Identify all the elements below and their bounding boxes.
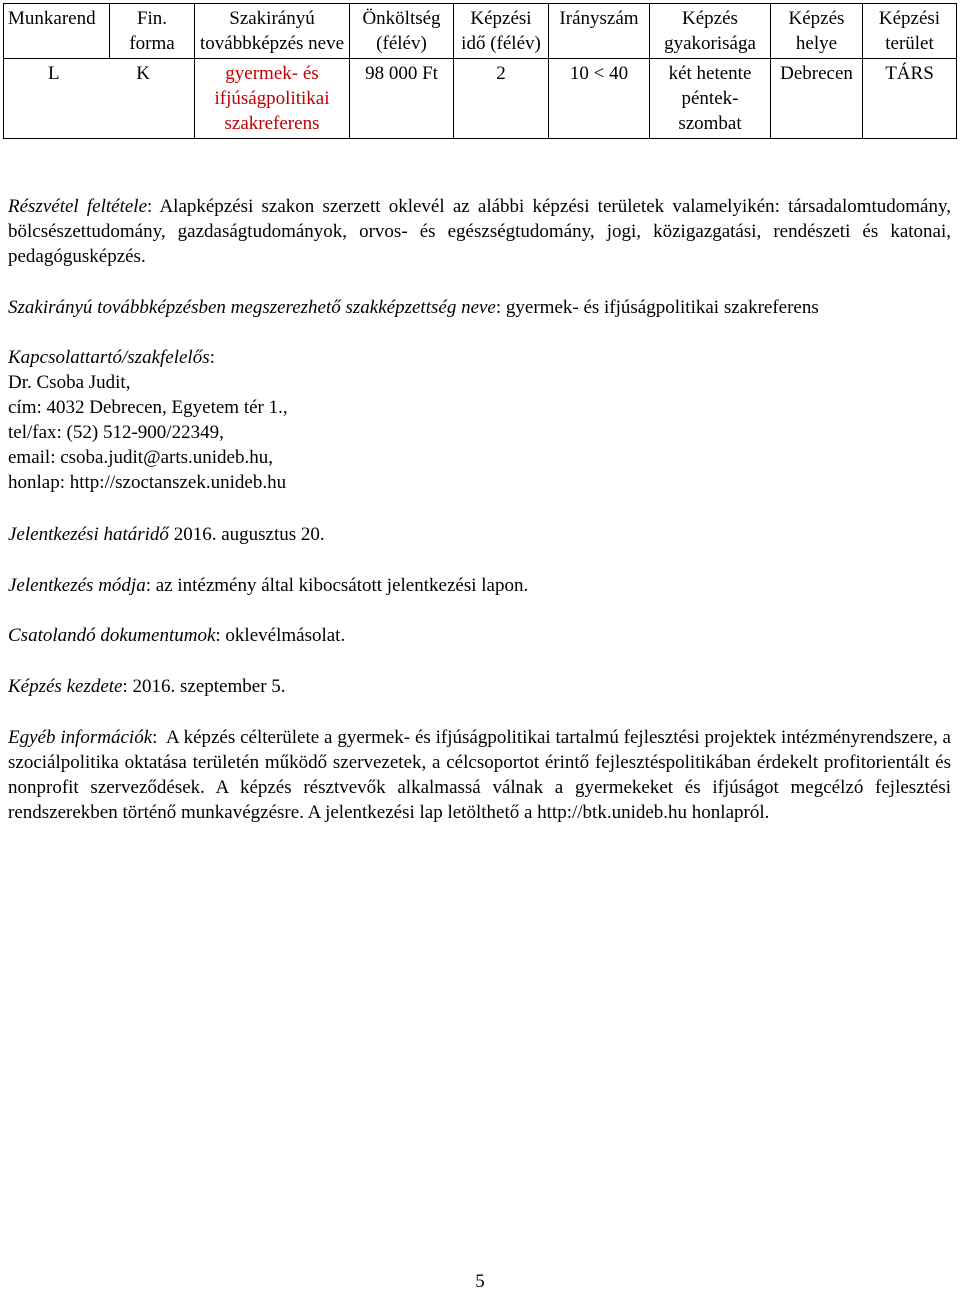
header-iranyszam: Irányszám: [549, 4, 650, 59]
contact-name: Dr. Csoba Judit,: [8, 372, 131, 393]
cell-fin-forma: K: [136, 63, 150, 84]
contact-web: honlap: http://szoctanszek.unideb.hu: [8, 472, 287, 493]
kezdete-text: : 2016. szeptember 5.: [122, 676, 286, 697]
kapcsolattarto-heading: [8, 345, 951, 370]
contact-email: email: csoba.judit@arts.unideb.hu,: [8, 447, 273, 468]
table-data-row: [4, 59, 957, 139]
szakkepzettseg-paragraph: [8, 295, 951, 320]
modja-label: Jelentkezés módja: [8, 575, 146, 596]
dokumentumok-text: : oklevélmásolat.: [215, 625, 346, 646]
contact-address: cím: 4032 Debrecen, Egyetem tér 1.,: [8, 397, 288, 418]
header-kepzesi-ido: Képzési idő (félév): [454, 4, 549, 59]
header-onkoltseg: Önköltség (félév): [350, 4, 454, 59]
header-munkarend: Munkarend: [4, 4, 110, 59]
reszvetel-text: : Alapképzési szakon szerzett oklevél az alábbi képzési területek valamelyikén: társadalomtudomány, bölcsészettudomány, gazdaságtudományok, orvos- és egészségtudomány, jogi, közigazgatási, rendészeti és katonai, pedagógusképzés.: [8, 196, 952, 267]
reszvetel-label: Részvétel feltétele: [8, 196, 148, 217]
header-terulet: Képzési terület: [863, 4, 957, 59]
kapcsolattarto-label: Kapcsolattartó/szakfelelős: [8, 347, 210, 368]
kezdete-paragraph: [8, 674, 951, 699]
egyeb-label: Egyéb információk: [8, 727, 153, 748]
cell-onkoltseg: 98 000 Ft: [350, 59, 454, 139]
header-szakiranyu-neve: Szakirányú továbbképzés neve: [195, 4, 350, 59]
course-table: [3, 3, 957, 139]
hatarido-label: Jelentkezési határidő: [8, 524, 169, 545]
page-number: 5: [475, 1271, 485, 1292]
cell-munkarend: L: [48, 63, 60, 84]
table-header-row: [4, 4, 957, 59]
header-helye: Képzés helye: [771, 4, 863, 59]
kezdete-label: Képzés kezdete: [8, 676, 123, 697]
dokumentumok-label: Csatolandó dokumentumok: [8, 625, 216, 646]
cell-terulet: TÁRS: [863, 59, 957, 139]
cell-szakiranyu-neve: gyermek- és ifjúságpolitikai szakreferens: [195, 59, 350, 139]
kapcsolattarto-block: [8, 345, 951, 495]
cell-kepzesi-ido: 2: [454, 59, 549, 139]
header-fin-forma: Fin. forma: [110, 4, 195, 59]
hatarido-text: 2016. augusztus 20.: [168, 524, 325, 545]
egyeb-text: : A képzés célterülete a gyermek- és ifjúságpolitikai tartalmú fejlesztési projektek intézményrendszere, a szociálpolitika oktatása területén működő szervezetek, a célcsoportot érintő fejlesztéspolitikában érdekelt profitorientált és nonprofit szerveződések. A képzés résztvevők alkalmassá válnak a gyermekeket és ifjúságot megcélzó fejlesztési rendszerekben történő munkavégzésre. A jelentkezési lap letölthető a http://btk.unideb.hu honlapról.: [8, 727, 956, 823]
header-gyakorisag: Képzés gyakorisága: [650, 4, 771, 59]
cell-iranyszam: 10 < 40: [549, 59, 650, 139]
cell-gyakorisag: két hetente péntek-szombat: [650, 59, 771, 139]
reszvetel-paragraph: [8, 194, 951, 269]
modja-text: : az intézmény által kibocsátott jelentkezési lapon.: [145, 575, 529, 596]
contact-phone: tel/fax: (52) 512-900/22349,: [8, 422, 224, 443]
hatarido-paragraph: [8, 522, 951, 547]
modja-paragraph: [8, 573, 951, 598]
kapcsolattarto-colon: :: [209, 347, 215, 368]
szakkepzettseg-label: Szakirányú továbbképzésben megszerezhető szakképzettség neve: [8, 297, 496, 318]
munkarend-fin-values: [8, 61, 190, 86]
dokumentumok-paragraph: [8, 623, 951, 648]
cell-helye: Debrecen: [771, 59, 863, 139]
cell-munkarend-fin: [4, 59, 195, 139]
egyeb-paragraph: [8, 725, 956, 825]
szakkepzettseg-text: : gyermek- és ifjúságpolitikai szakreferens: [495, 297, 819, 318]
